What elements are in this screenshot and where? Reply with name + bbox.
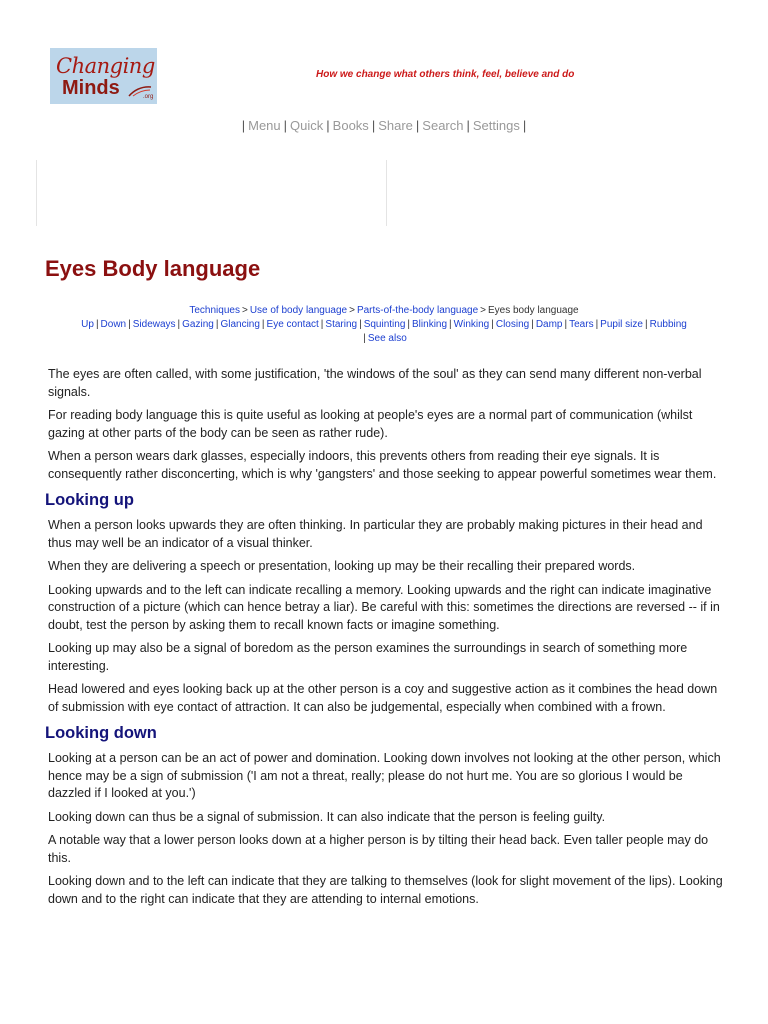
section-link-gazing[interactable]: Gazing <box>182 319 214 330</box>
section-link-closing[interactable]: Closing <box>495 319 530 330</box>
breadcrumb-trail: Techniques > Use of body language > Parts-of-the-body language > Eyes body language <box>189 305 579 316</box>
looking-down-paragraph: Looking down can thus be a signal of submission. It can also indicate that the person is feeling guilty. <box>48 809 606 824</box>
section-heading-looking-up: Looking up <box>45 491 134 509</box>
site-logo[interactable] <box>50 48 157 104</box>
section-link-rubbing[interactable]: Rubbing <box>649 319 687 330</box>
looking-down-paragraph: A notable way that a lower person looks down at a higher person is by tilting their head back. Even taller people may do this. <box>48 833 709 865</box>
section-link-tears[interactable]: Tears <box>569 319 594 330</box>
section-link-winking[interactable]: Winking <box>453 319 490 330</box>
section-links: Up | Down | Sideways | Gazing | Glancing | Eye contact | Staring | Squinting | Blinking | Winking | Closing | Damp | Tears | Pupil size | Rubbing | See also <box>81 319 687 344</box>
looking-down-paragraph: Looking down and to the left can indicate that they are talking to themselves (look for slight movement of the lips). Looking down and to the right can indicate that they are attending to internal emotions. <box>48 874 723 906</box>
nav-share-link[interactable]: Share <box>378 118 413 133</box>
section-link-up[interactable]: Up <box>81 319 94 330</box>
looking-down-paragraph: Looking at a person can be an act of power and domination. Looking down involves not looking at the other person, which hence may be a sign of submission ('I am not a threat, really; please do not hurt me. You are so glorious I would be dazzled if I looked at you.') <box>48 751 721 800</box>
nav-books-link[interactable]: Books <box>332 118 369 133</box>
section-link-glancing[interactable]: Glancing <box>220 319 260 330</box>
article-body <box>45 366 724 914</box>
section-link-damp[interactable]: Damp <box>535 319 563 330</box>
looking-up-paragraph: Looking upwards and to the left can indicate recalling a memory. Looking upwards and the right can indicate imaginative construction of a picture (which can hence betray a liar). Be careful with this: sometimes the directions are reversed -- if in doubt, test the person by asking them to recall known facts or imagine something. <box>48 582 720 632</box>
section-heading-looking-down: Looking down <box>45 724 157 742</box>
breadcrumb-parts-of-the-body[interactable]: Parts-of-the-body language <box>356 305 479 316</box>
nav-quick-link[interactable]: Quick <box>290 118 324 133</box>
logo-text-changing: Changing <box>56 54 155 78</box>
logo-text-minds: Minds <box>62 77 120 99</box>
section-link-pupil-size[interactable]: Pupil size <box>600 319 643 330</box>
section-link-blinking[interactable]: Blinking <box>412 319 448 330</box>
breadcrumb-use-of-body-language[interactable]: Use of body language <box>249 305 348 316</box>
nav-settings-link[interactable]: Settings <box>472 118 520 133</box>
logo-text-org: .org <box>143 94 154 100</box>
nav-search-link[interactable]: Search <box>422 118 464 133</box>
breadcrumb <box>48 304 720 346</box>
breadcrumb-techniques[interactable]: Techniques <box>189 305 240 316</box>
section-link-staring[interactable]: Staring <box>325 319 358 330</box>
looking-up-paragraph: When a person looks upwards they are often thinking. In particular they are probably making pictures in their head and thus may well be an indicator of a visual thinker. <box>48 518 703 550</box>
intro-paragraph: The eyes are often called, with some justification, 'the windows of the soul' as they can send many different non-verbal signals. <box>48 367 702 399</box>
page-title: Eyes Body language <box>45 256 261 281</box>
section-link-sideways[interactable]: Sideways <box>132 319 176 330</box>
looking-up-paragraph: Looking up may also be a signal of boredom as the person examines the surroundings in search of something more interesting. <box>48 641 688 673</box>
section-link-down[interactable]: Down <box>100 319 127 330</box>
site-tagline: How we change what others think, feel, believe and do <box>316 69 575 80</box>
nav-menu-link[interactable]: Menu <box>248 118 281 133</box>
section-link-squinting[interactable]: Squinting <box>363 319 406 330</box>
ad-area-right-divider <box>386 160 387 226</box>
section-link-eye-contact[interactable]: Eye contact <box>266 319 319 330</box>
intro-paragraph: For reading body language this is quite useful as looking at people's eyes are a normal part of communication (whilst gazing at other parts of the body can be seen as rather rude). <box>48 408 693 440</box>
breadcrumb-current: Eyes body language <box>487 305 579 316</box>
looking-up-paragraph: Head lowered and eyes looking back up at the other person is a coy and suggestive action as it combines the head down of submission with eye contact of attraction. It can also be judgemental, especially when combined with a frown. <box>48 682 718 714</box>
top-navigation: | Menu | Quick | Books | Share | Search | Settings | <box>241 118 527 133</box>
ad-area-left-divider <box>36 160 37 226</box>
intro-paragraph: When a person wears dark glasses, especially indoors, this prevents others from reading their eye signals. It is consequently rather disconcerting, which is why 'gangsters' and those seeking to appear powerful sometimes wear them. <box>48 449 717 481</box>
section-link-see-also[interactable]: See also <box>367 333 407 344</box>
looking-up-paragraph: When they are delivering a speech or presentation, looking up may be their recalling their prepared words. <box>48 559 636 573</box>
